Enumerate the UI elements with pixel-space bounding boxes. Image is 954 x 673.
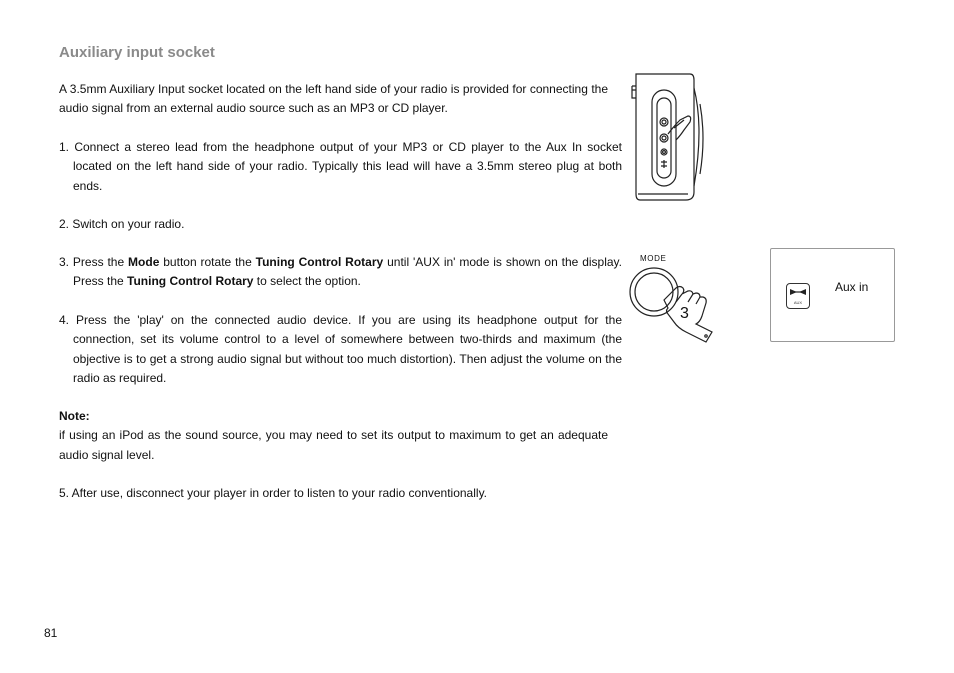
mode-button-label: MODE: [640, 254, 667, 263]
aux-plug-icon: [787, 284, 809, 300]
step-3-mid2: until 'AUX in' mode is shown on the display. Press the: [73, 255, 622, 289]
step-1: 1. Connect a stereo lead from the headphone output of your MP3 or CD player to the Aux In socket located on the left hand side of your radio. Typically this lead will have a 3.5mm stereo plug at both ends.: [59, 140, 622, 193]
display-mode-text: Aux in: [835, 280, 869, 294]
aux-icon-label: AUX: [793, 300, 803, 305]
step-marker: 3: [680, 305, 689, 322]
tuning-control-name: Tuning Control Rotary: [255, 255, 384, 269]
radio-display: [770, 248, 895, 342]
mode-button-name: Mode: [128, 255, 160, 269]
section-title: Auxiliary input socket: [59, 44, 215, 61]
step-5: 5. After use, disconnect your player in order to listen to your radio conventionally.: [59, 486, 488, 500]
step-3: [59, 253, 622, 292]
page-number: 81: [44, 626, 58, 640]
tuning-control-name-2: Tuning Control Rotary: [127, 274, 254, 289]
intro-paragraph: A 3.5mm Auxiliary Input socket located on the left hand side of your radio is provided for connecting the audio signal from an external audio source such as an MP3 or CD player.: [59, 82, 608, 116]
step-3-prefix: 3. Press the: [59, 255, 129, 269]
step-3-suffix: to select the option.: [253, 274, 361, 289]
note-heading: Note:: [59, 409, 90, 423]
step-4: 4. Press the 'play' on the connected audio device. If you are using its headphone output for the connection, set its volume control to a level of somewhere between two-thirds and maximum (the objective is to get a strong audio signal but without too much distortion). Then adjust the volume on the radio as required.: [59, 313, 622, 386]
radio-side-view-illustration: [628, 68, 708, 204]
note-block: [59, 407, 608, 465]
step-3-mid1: button rotate the: [159, 255, 256, 269]
step-2: 2. Switch on your radio.: [59, 217, 185, 231]
mode-button-illustration: [628, 266, 724, 346]
note-text: if using an iPod as the sound source, you may need to set its output to maximum to get an adequate audio signal level.: [59, 428, 608, 462]
aux-input-icon: [786, 283, 810, 309]
